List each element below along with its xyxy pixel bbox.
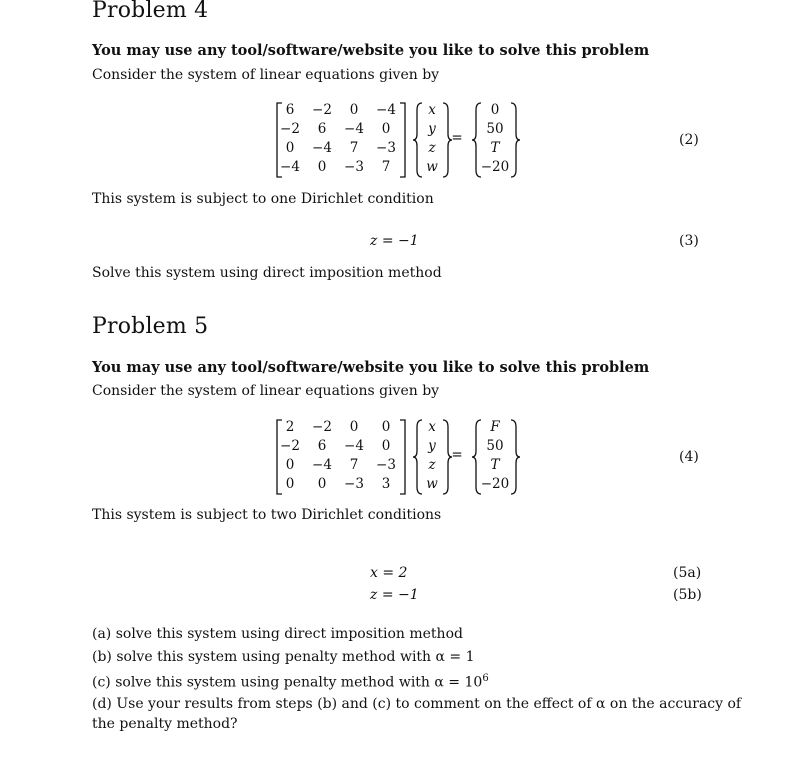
rhs-value: 50 <box>486 121 504 137</box>
task-c-text: (c) solve this system using penalty method with α = 10 <box>92 674 483 691</box>
task-a: (a) solve this system using direct imposition method <box>92 626 463 642</box>
matrix-cell: 0 <box>285 140 295 156</box>
task-c <box>92 673 489 691</box>
problem-5-tool-note: You may use any tool/software/website you like to solve this problem <box>92 359 650 376</box>
rhs-value: −20 <box>480 476 510 492</box>
matrix-cell: −3 <box>344 159 364 175</box>
task-d-line-2: the penalty method? <box>92 716 238 732</box>
matrix-cell: −3 <box>376 457 396 473</box>
matrix-cell: 0 <box>285 457 295 473</box>
problem-4-equation <box>275 100 525 180</box>
matrix-cell: 7 <box>349 457 359 473</box>
problem-5-title: Problem 5 <box>92 314 209 339</box>
matrix-cell: 0 <box>381 419 391 435</box>
matrix-cell: −3 <box>344 476 364 492</box>
unknown-x: x <box>428 102 436 118</box>
problem-5-condition-a: x = 2 <box>370 565 408 581</box>
matrix-cell: 2 <box>285 419 295 435</box>
matrix-cell: −3 <box>376 140 396 156</box>
matrix-cell: 0 <box>381 438 391 454</box>
unknown-y: y <box>428 121 436 137</box>
unknown-w: w <box>426 159 438 175</box>
problem-4-tool-note: You may use any tool/software/website you like to solve this problem <box>92 42 650 59</box>
rhs-value: 50 <box>486 438 504 454</box>
matrix-cell: 6 <box>317 121 327 137</box>
rhs-value: −20 <box>480 159 510 175</box>
unknown-z: z <box>428 457 436 473</box>
problem-4-task: Solve this system using direct imposition method <box>92 265 442 281</box>
problem-4-intro: Consider the system of linear equations given by <box>92 67 440 83</box>
unknown-y: y <box>428 438 436 454</box>
matrix-cell: 6 <box>285 102 295 118</box>
problem-4-condition: z = −1 <box>370 233 419 249</box>
unknown-x: x <box>428 419 436 435</box>
problem-4-condition-text: This system is subject to one Dirichlet condition <box>92 191 434 207</box>
rhs-value: T <box>490 457 500 473</box>
matrix-cell: 0 <box>349 102 359 118</box>
rhs-value: T <box>490 140 500 156</box>
matrix-cell: −2 <box>312 419 332 435</box>
matrix-cell: 0 <box>285 476 295 492</box>
matrix-cell: 0 <box>317 476 327 492</box>
equation-number: (2) <box>679 132 699 148</box>
equals-sign: = <box>451 447 463 463</box>
equals-sign: = <box>451 130 463 146</box>
matrix-cell: −2 <box>280 121 300 137</box>
problem-5-condition-text: This system is subject to two Dirichlet conditions <box>92 507 442 523</box>
task-b: (b) solve this system using penalty method with α = 1 <box>92 649 475 665</box>
unknown-w: w <box>426 476 438 492</box>
equation-number: (5b) <box>673 587 702 603</box>
matrix-cell: −4 <box>376 102 396 118</box>
problem-4-title: Problem 4 <box>92 0 209 23</box>
matrix-cell: 6 <box>317 438 327 454</box>
rhs-value: 0 <box>490 102 500 118</box>
task-d-line-1: (d) Use your results from steps (b) and (c) to comment on the effect of α on the accuracy of <box>92 696 742 712</box>
matrix-cell: −4 <box>312 457 332 473</box>
matrix-cell: −4 <box>312 140 332 156</box>
unknown-z: z <box>428 140 436 156</box>
matrix-cell: −4 <box>344 121 364 137</box>
equation-number: (3) <box>679 233 699 249</box>
rhs-value: F <box>490 419 500 435</box>
matrix-cell: −4 <box>344 438 364 454</box>
task-c-exponent: 6 <box>482 673 489 684</box>
matrix-cell: −2 <box>312 102 332 118</box>
matrix-cell: 0 <box>381 121 391 137</box>
matrix-cell: −2 <box>280 438 300 454</box>
matrix-cell: 0 <box>349 419 359 435</box>
problem-5-intro: Consider the system of linear equations given by <box>92 383 440 399</box>
problem-5-equation <box>275 417 525 497</box>
matrix-cell: 0 <box>317 159 327 175</box>
equation-number: (4) <box>679 449 699 465</box>
matrix-cell: 7 <box>381 159 391 175</box>
matrix-cell: 3 <box>381 476 391 492</box>
equation-number: (5a) <box>673 565 702 581</box>
problem-5-condition-b: z = −1 <box>370 587 419 603</box>
matrix-cell: −4 <box>280 159 300 175</box>
matrix-cell: 7 <box>349 140 359 156</box>
